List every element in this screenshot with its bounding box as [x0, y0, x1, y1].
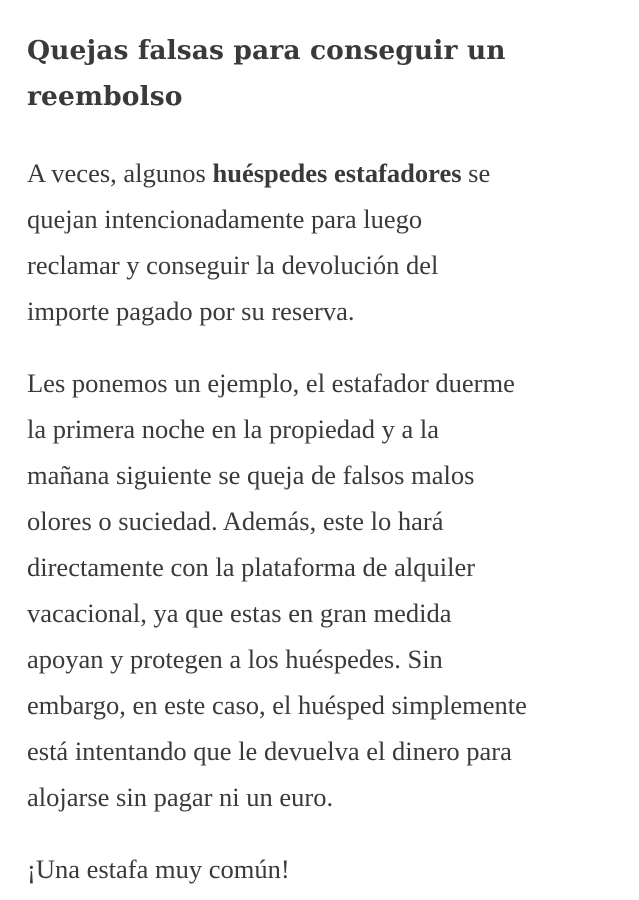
- paragraph-line: está intentando que le devuelva el dinero para: [27, 736, 512, 766]
- paragraph-example: [27, 360, 627, 820]
- paragraph-line: mañana siguiente se queja de falsos malos: [27, 460, 475, 490]
- intro-text-after: se: [461, 158, 491, 188]
- highlight-text: huéspedes estafadores: [212, 158, 462, 188]
- heading-line: Quejas falsas para conseguir un: [27, 35, 506, 66]
- intro-text: A veces, algunos: [27, 158, 213, 188]
- heading-line: reembolso: [27, 81, 183, 112]
- paragraph-conclusion: [27, 846, 627, 892]
- paragraph-line: vacacional, ya que estas en gran medida: [27, 598, 452, 628]
- paragraph-line: alojarse sin pagar ni un euro.: [27, 782, 334, 812]
- paragraph-line: directamente con la plataforma de alquiler: [27, 552, 476, 582]
- paragraph-line: ¡Una estafa muy común!: [27, 854, 290, 884]
- paragraph-line: la primera noche en la propiedad y a la: [27, 414, 440, 444]
- paragraph-line: Les ponemos un ejemplo, el estafador duerme: [27, 368, 515, 398]
- paragraph-line: apoyan y protegen a los huéspedes. Sin: [27, 644, 443, 674]
- paragraph-line: reclamar y conseguir la devolución del: [27, 250, 439, 280]
- paragraph-line: quejan intencionadamente para luego: [27, 204, 423, 234]
- article: [27, 28, 627, 892]
- article-heading: [27, 28, 627, 120]
- paragraph-line: olores o suciedad. Además, este lo hará: [27, 506, 444, 536]
- paragraph-intro: [27, 150, 627, 334]
- paragraph-line: [27, 150, 627, 196]
- paragraph-line: importe pagado por su reserva.: [27, 296, 355, 326]
- paragraph-line: embargo, en este caso, el huésped simplemente: [27, 690, 527, 720]
